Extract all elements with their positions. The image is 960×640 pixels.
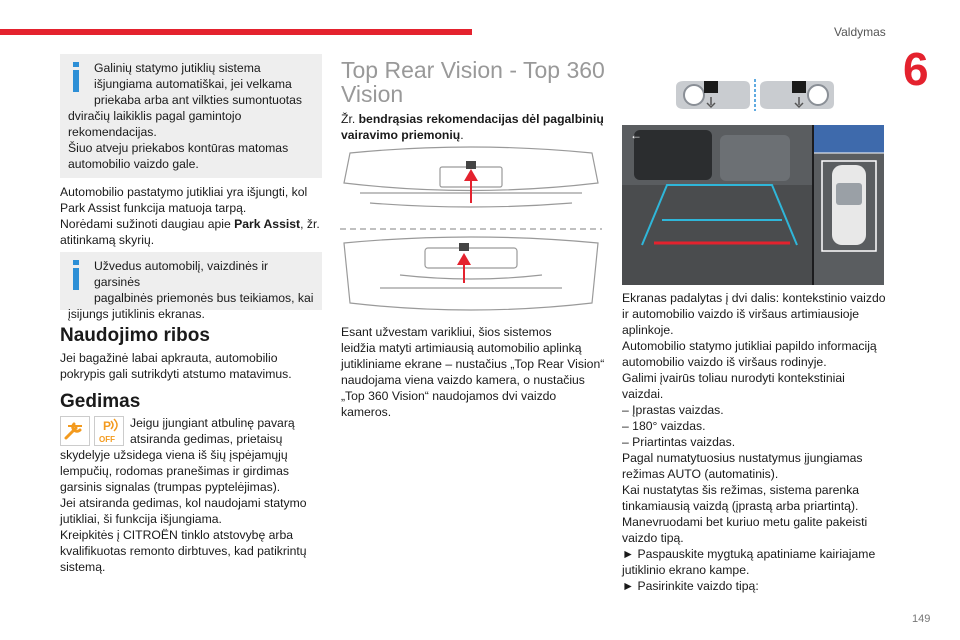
camera-location-diagram [340, 143, 602, 318]
svg-text:P: P [103, 419, 112, 433]
recommendations-ref: Žr. bendrąsias rekomendacijas dėl pagalbinių vairavimo priemonių. [341, 112, 604, 142]
svg-text:←: ← [630, 128, 642, 142]
camera-view-toggle-icons [674, 77, 836, 113]
limits-paragraph: Jei bagažinė labai apkrauta, automobilio pokrypis gali sutrikdyti atstumo matavimus. [60, 351, 292, 381]
svg-text:OFF: OFF [99, 435, 115, 444]
note-line: išjungiama automatiškai, jei velkama [94, 77, 292, 91]
park-assist-paragraph: Automobilio pastatymo jutikliai yra išjungti, kol Park Assist funkcija matuoja tarpą. Norėdami sužinoti daugiau apie Park Assist, žr. atitinkamą skyrių. [60, 185, 320, 247]
screen-description-paragraph: Ekranas padalytas į dvi dalis: kontekstinio vaizdo ir automobilio vaizdo iš viršaus artimiausioje aplinkoje. Automobilio statymo jutikliai papildo informaciją automobilio vaizdo iš viršaus rodinyje. Galimi įvairūs toliau nurodyti kontekstiniai vaizdai. – Įprastas vaizdas. – 180° vaizdas. – Priartintas vaizdas. Pagal numatytuosius nustatymus įjungiamas režimas AUTO (automatinis). Kai nustatytas šis režimas, sistema parenka tinkamiausią vaizdą (įprastą arba priartintą). Manevruodami bet kuriuo metu galite pakeisti vaizdo tipą. ► Paspauskite mygtuką apatiniame kairiajame jutiklinio ekrano kampe. ► Pasirinkite vaizdo tipą: [622, 290, 892, 594]
note-line: Užvedus automobilį, vaizdinės ir garsinės [94, 259, 269, 289]
fault-paragraph-indented: Jeigu įjungiant atbulinę pavarą atsiranda gedimas, prietaisų [130, 416, 295, 446]
chapter-number: 6 [903, 43, 929, 95]
rear-camera-view-icon [676, 81, 750, 109]
info-note-touchscreen [60, 252, 322, 321]
instruction-step: ► Pasirinkite vaizdo tipą: [622, 579, 759, 593]
systems-paragraph: Esant užvestam varikliui, šios sistemos leidžia matyti artimiausią automobilio aplinką jutikliniame ekrane – nustačius „Top Rear Vision“ naudojama viena vaizdo kamera, o nustačius „Top 360 Vision“ naudojamos dvi vaizdo kameros. [341, 325, 605, 419]
view-type-item: – Įprastas vaizdas. [622, 403, 724, 417]
heading-fault: Gedimas [60, 391, 141, 412]
heading-limits: Naudojimo ribos [60, 325, 210, 346]
heading-top-vision: Top Rear Vision - Top 360 Vision [341, 57, 605, 107]
park-assist-ref: Park Assist [234, 217, 301, 231]
section-title: Valdymas [834, 25, 886, 39]
note-line: pagalbinės priemonės bus teikiamos, kai [94, 291, 314, 305]
view-type-item: – Priartintas vaizdas. [622, 435, 736, 449]
fault-warning-icons [60, 416, 128, 446]
instruction-step: ► Paspauskite mygtuką apatiniame kairiajame [622, 547, 876, 561]
note-line: rekomendacijas. [68, 125, 157, 139]
note-line: įsijungs jutiklinis ekranas. [68, 307, 205, 321]
camera-screen-illustration [622, 125, 884, 285]
note-line: Galinių statymo jutiklių sistema [94, 61, 261, 75]
info-note-trailer [60, 54, 322, 178]
service-wrench-icon [60, 416, 90, 446]
note-line: Šiuo atveju priekabos kontūras matomas [68, 141, 289, 155]
fault-paragraph: skydelyje užsidega viena iš šių įspėjamųjų lempučių, rodomas pranešimas ir girdimas garsinis signalas (trumpas pyptelėjimas). Jei atsiranda gedimas, kol naudojami statymo jutikliai, ši funkcija išjungiama. Kreipkitės į CITROËN tinklo atstovybę arba kvalifikuotas remonto dirbtuves, kad patikrintų sistemą. [60, 448, 307, 574]
note-line: priekaba arba ant vilkties sumontuotas [94, 93, 302, 107]
info-icon [68, 260, 86, 292]
note-line: automobilio vaizdo gale. [68, 157, 199, 171]
front-camera-view-icon [760, 81, 834, 109]
note-line: dviračių laikiklis pagal gamintojo [68, 109, 242, 123]
view-type-item: – 180° vaizdas. [622, 419, 706, 433]
header-accent-bar [0, 29, 472, 35]
page-number: 149 [912, 613, 931, 625]
info-icon [68, 62, 86, 94]
parking-sensor-off-icon [94, 416, 124, 446]
